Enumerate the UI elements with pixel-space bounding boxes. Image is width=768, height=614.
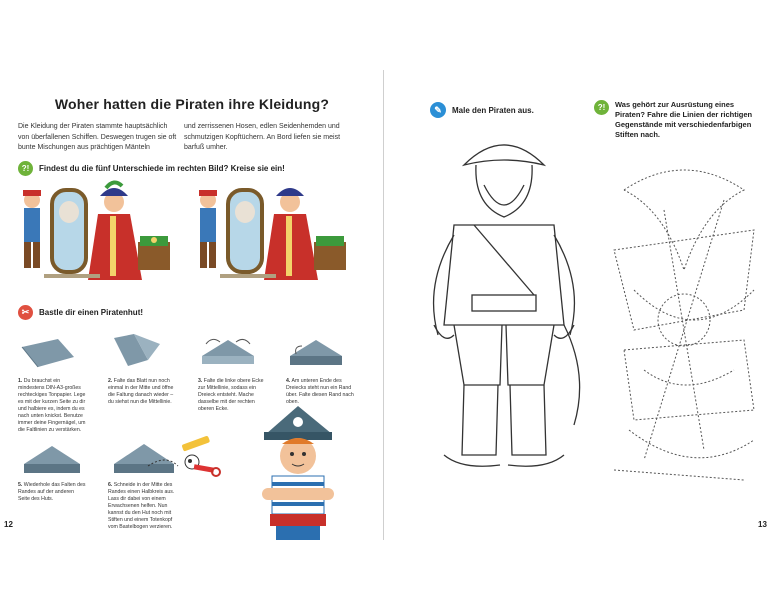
page-number-right: 13 (758, 520, 767, 529)
step-6-text: Schneide in der Mitte des Randes einen Halbkreis aus. Lass dir dabei von einem Erwachsenen helfen. Nun kannst du den Hut noch mit Stiften und einem Totenkopf vom Bastelbogen verzieren. (108, 482, 175, 530)
diff-task-text: Findest du die fünf Unterschiede im rechten Bild? Kreise sie ein! (39, 164, 285, 173)
intro-text-col1: Die Kleidung der Piraten stammte hauptsächlich von überfallenen Schiffen. Deswegen trugen sie oft bunte Mischungen aus prächtigen Mänteln (18, 123, 177, 151)
step-3 (198, 378, 266, 413)
boy-with-pirate-hat (258, 404, 338, 540)
intro-text-col2: und zerrissenen Hosen, edlen Seidenhemden und schmutzigen Kopftüchern. An Bord liefen sie meist barfuß umher. (184, 123, 341, 151)
hat-task-text: Bastle dir einen Piratenhut! (39, 308, 144, 317)
hat-task (18, 305, 143, 320)
page-number-left: 12 (4, 520, 13, 529)
step-2-text: Falte das Blatt nun noch einmal in der Mitte und öffne die Faltung danach wieder – du siehst nun die Mittellinie. (108, 378, 174, 405)
step-5 (18, 482, 86, 503)
pirate-scene-original (14, 180, 174, 290)
scissors-icon: ✂ (18, 305, 33, 320)
fold-step-6-diagram (108, 432, 226, 482)
step-4-text: Am unteren Ende des Dreiecks steht nun ein Rand über. Falte diesen Rand nach oben. (286, 378, 354, 405)
step-6-num: 6. (108, 482, 113, 488)
question-bubble-icon-2: ?! (594, 100, 609, 115)
step-1 (18, 378, 86, 434)
question-bubble-icon: ?! (18, 161, 33, 176)
paint-task (430, 102, 534, 118)
fold-step-2-diagram (108, 330, 168, 372)
step-1-num: 1. (18, 378, 23, 384)
diff-task (18, 161, 285, 176)
page-title: Woher hatten die Piraten ihre Kleidung? (54, 96, 330, 112)
step-3-num: 3. (198, 378, 203, 384)
pirate-scene-changed (190, 180, 350, 290)
step-5-num: 5. (18, 482, 23, 488)
paint-task-text: Male den Piraten aus. (452, 105, 534, 115)
lines-task-text: Was gehört zur Ausrüstung eines Piraten? Fahre die Linien der richtigen Gegenstände mit verschiedenfarbigen Stiften nach. (615, 100, 753, 139)
fold-step-1-diagram (18, 333, 78, 371)
step-4 (286, 378, 354, 406)
right-page (384, 0, 768, 614)
dotted-equipment-tangle (604, 150, 764, 500)
step-2 (108, 378, 176, 406)
fold-step-3-diagram (198, 334, 258, 370)
step-5-text: Wiederhole das Falten des Randes auf der anderen Seite des Huts. (18, 482, 86, 502)
step-4-num: 4. (286, 378, 291, 384)
fold-step-5-diagram (18, 440, 88, 480)
pencil-icon: ✎ (430, 102, 446, 118)
step-3-text: Falte die linke obere Ecke zur Mittellinie, sodass ein Dreieck entsteht. Mache dasselbe mit der rechten oberen Ecke. (198, 378, 264, 412)
pirate-coloring-outline (414, 125, 594, 520)
lines-task (594, 100, 765, 140)
fold-step-4-diagram (286, 334, 346, 370)
step-6 (108, 482, 176, 531)
step-1-text: Du brauchst ein mindestens DIN-A3-großes rechteckiges Tonpapier. Lege es mit der kurzen Seite zu dir und halbiere es, indem du es nach unten knickst. Benutze immer deine Fingernägel, um die Faltlinien zu verstärken. (18, 378, 86, 433)
step-2-num: 2. (108, 378, 113, 384)
